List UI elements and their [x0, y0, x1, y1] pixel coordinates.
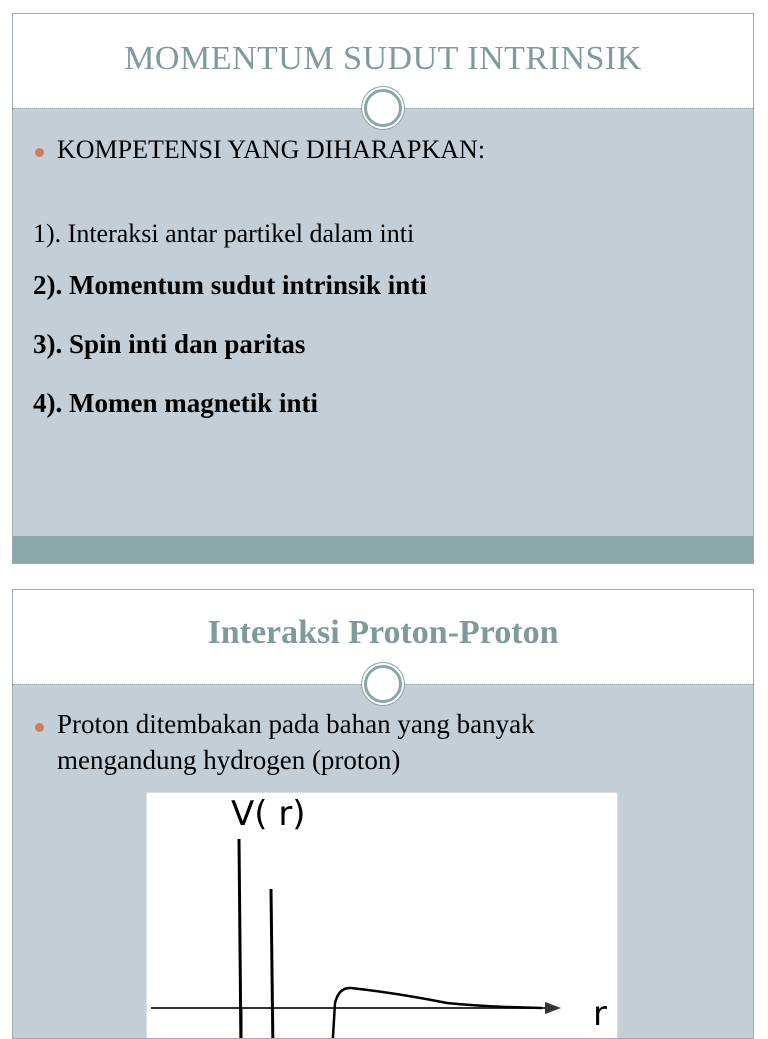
- list-item-1: 1). Interaksi antar partikel dalam inti: [33, 219, 415, 248]
- list-item-4: 4). Momen magnetik inti: [33, 388, 318, 418]
- slide-1-footer-bar: [13, 536, 753, 563]
- potential-chart-svg: [147, 793, 619, 1039]
- potential-spike-2: [271, 889, 273, 1039]
- list-item-2: 2). Momentum sudut intrinsik inti: [33, 270, 427, 300]
- decorative-circle-icon: [364, 665, 402, 703]
- y-axis-label: V( r): [231, 794, 306, 834]
- list-item-3: 3). Spin inti dan paritas: [33, 329, 306, 359]
- slide-2: [12, 589, 754, 1039]
- bullet-dot-icon: [35, 148, 44, 157]
- slide-2-title: Interaksi Proton-Proton: [207, 614, 559, 651]
- x-axis-label: r: [593, 994, 607, 1034]
- potential-chart: [146, 792, 618, 1039]
- decorative-circle-icon: [364, 89, 402, 127]
- x-axis-arrow: [545, 1002, 561, 1014]
- slide-1: [12, 13, 754, 564]
- competency-heading: KOMPETENSI YANG DIHARAPKAN:: [57, 135, 486, 164]
- bullet-text-line-2: mengandung hydrogen (proton): [57, 745, 401, 775]
- bullet-dot-icon: [35, 723, 44, 732]
- bullet-text-line-1: Proton ditembakan pada bahan yang banyak: [57, 709, 535, 739]
- slide-1-title: MOMENTUM SUDUT INTRINSIK: [124, 40, 642, 77]
- potential-spike-1: [239, 839, 241, 1039]
- potential-curve: [332, 988, 542, 1039]
